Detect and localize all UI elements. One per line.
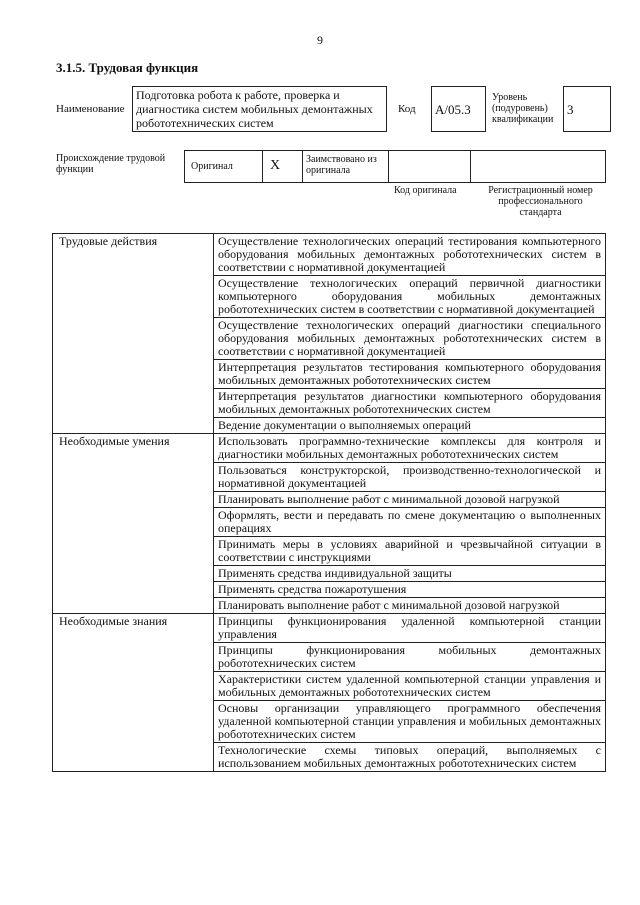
code-value: A/05.3 [435, 102, 471, 117]
section-category: Необходимые знания [53, 614, 214, 772]
original-label: Оригинал [191, 161, 233, 172]
reg-number-label: Регистрационный номер профессионального стандарта [488, 185, 593, 218]
section-item: Интерпретация результатов диагностики компьютерного оборудования мобильных демонтажных робототехнических систем [214, 389, 606, 418]
table-row [53, 614, 606, 643]
code-label: Код [398, 103, 416, 115]
section-item: Пользоваться конструкторской, производственно-технологической и нормативной документацией [214, 463, 606, 492]
table-row [53, 234, 606, 276]
table-row [53, 434, 606, 463]
section-item: Осуществление технологических операций диагностики специального оборудования мобильных демонтажных робототехнических систем в соответствии с нормативной документацией [214, 318, 606, 360]
section-category: Необходимые умения [53, 434, 214, 614]
section-item: Основы организации управляющего программного обеспечения удаленной компьютерной станции управления и мобильных демонтажных робототехнических систем [214, 701, 606, 743]
function-name-box [132, 86, 387, 132]
section-item: Осуществление технологических операций тестирования компьютерного оборудования мобильных демонтажных робототехнических систем в соответствии с нормативной документацией [214, 234, 606, 276]
section-item: Использовать программно-технические комплексы для контроля и диагностики мобильных демонтажных робототехнических систем [214, 434, 606, 463]
origin-label: Происхождение трудовой функции [56, 153, 166, 175]
section-item: Интерпретация результатов тестирования компьютерного оборудования мобильных демонтажных робототехнических систем [214, 360, 606, 389]
section-item: Принимать меры в условиях аварийной и чрезвычайной ситуации в соответствии с инструкциями [214, 537, 606, 566]
level-value: 3 [567, 102, 574, 117]
borrowed-label: Заимствовано из оригинала [306, 154, 377, 176]
section-item: Применять средства пожаротушения [214, 582, 606, 598]
section-item: Осуществление технологических операций первичной диагностики компьютерного оборудования мобильных демонтажных робототехнических систем в соответствии с нормативной документацией [214, 276, 606, 318]
section-title: 3.1.5. Трудовая функция [56, 60, 199, 75]
section-category: Трудовые действия [53, 234, 214, 434]
labor-function-table [52, 233, 606, 772]
section-item: Технологические схемы типовых операций, выполняемых с использованием мобильных демонтажных робототехнических систем [214, 743, 606, 772]
level-label: Уровень (подуровень) квалификации [492, 92, 554, 125]
code-original-label: Код оригинала [394, 185, 457, 196]
section-item: Ведение документации о выполняемых операций [214, 418, 606, 434]
code-value-box [431, 86, 486, 132]
function-name-value: Подготовка робота к работе, проверка и диагностика систем мобильных демонтажных робототехнических систем [136, 88, 373, 130]
original-mark: X [270, 158, 281, 173]
section-item: Планировать выполнение работ с минимальной дозовой нагрузкой [214, 492, 606, 508]
section-item: Принципы функционирования мобильных демонтажных робототехнических систем [214, 643, 606, 672]
section-item: Оформлять, вести и передавать по смене документацию о выполненных операциях [214, 508, 606, 537]
name-label: Наименование [56, 103, 125, 115]
section-item: Принципы функционирования удаленной компьютерной станции управления [214, 614, 606, 643]
origin-table [184, 150, 606, 183]
section-item: Применять средства индивидуальной защиты [214, 566, 606, 582]
page-number: 9 [317, 33, 323, 47]
section-item: Планировать выполнение работ с минимальной дозовой нагрузкой [214, 598, 606, 614]
level-value-box [563, 86, 611, 132]
section-item: Характеристики систем удаленной компьютерной станции управления и мобильных демонтажных робототехнических систем [214, 672, 606, 701]
